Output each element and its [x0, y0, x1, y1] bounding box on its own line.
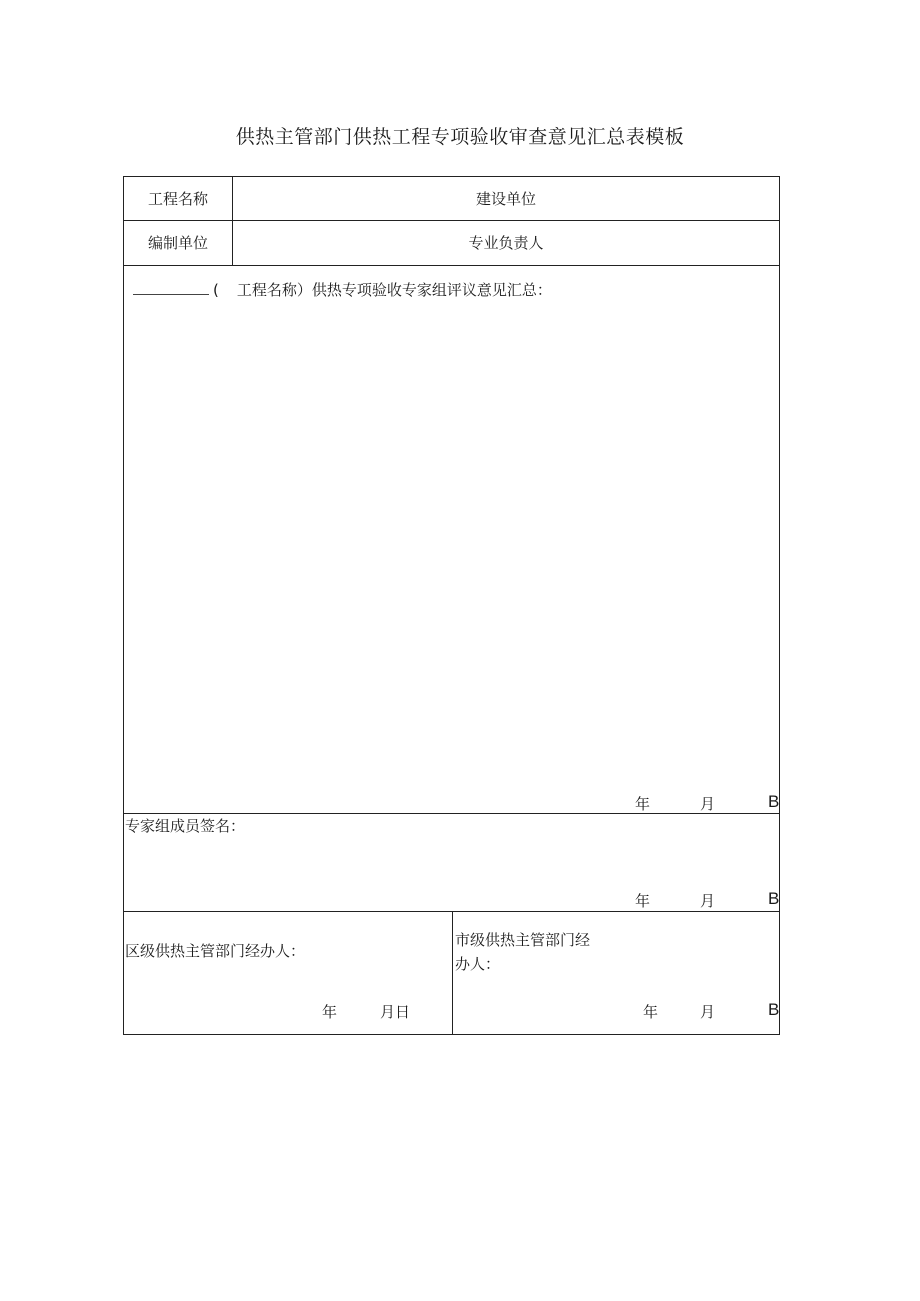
summary-paren: (	[213, 281, 219, 299]
city-date-day: B	[768, 1000, 780, 1019]
signature-date-year: 年	[635, 892, 651, 910]
construction-unit-label: 建设单位	[475, 190, 536, 208]
project-name-blank[interactable]	[133, 280, 209, 295]
summary-heading	[133, 280, 552, 299]
column-divider	[452, 911, 453, 1035]
row-divider	[124, 265, 779, 266]
signature-date-day: B	[768, 889, 780, 908]
city-handler-label-line1: 市级供热主管部门经	[455, 931, 591, 949]
project-name-label: 工程名称	[147, 190, 208, 208]
summary-date-day: B	[768, 792, 780, 811]
summary-date-month: 月	[700, 795, 716, 813]
district-date-year: 年	[322, 1003, 338, 1021]
row-divider	[124, 813, 779, 814]
row-divider	[124, 220, 779, 221]
signature-date-month: 月	[700, 892, 716, 910]
acceptance-form-table	[123, 176, 780, 1035]
professional-lead-label: 专业负责人	[468, 234, 544, 252]
city-date-month: 月	[700, 1003, 716, 1021]
city-handler-label-line2: 办人：	[455, 955, 501, 973]
city-date-year: 年	[643, 1003, 659, 1021]
district-handler-label: 区级供热主管部门经办人：	[125, 942, 306, 960]
preparing-unit-label: 编制单位	[147, 234, 208, 252]
summary-date-year: 年	[635, 795, 651, 813]
expert-signature-label: 专家组成员签名：	[125, 817, 246, 835]
district-date-month-day: 月日	[380, 1003, 411, 1021]
summary-heading-text: 工程名称）供热专项验收专家组评议意见汇总：	[236, 281, 552, 299]
document-title: 供热主管部门供热工程专项验收审查意见汇总表模板	[235, 126, 685, 148]
